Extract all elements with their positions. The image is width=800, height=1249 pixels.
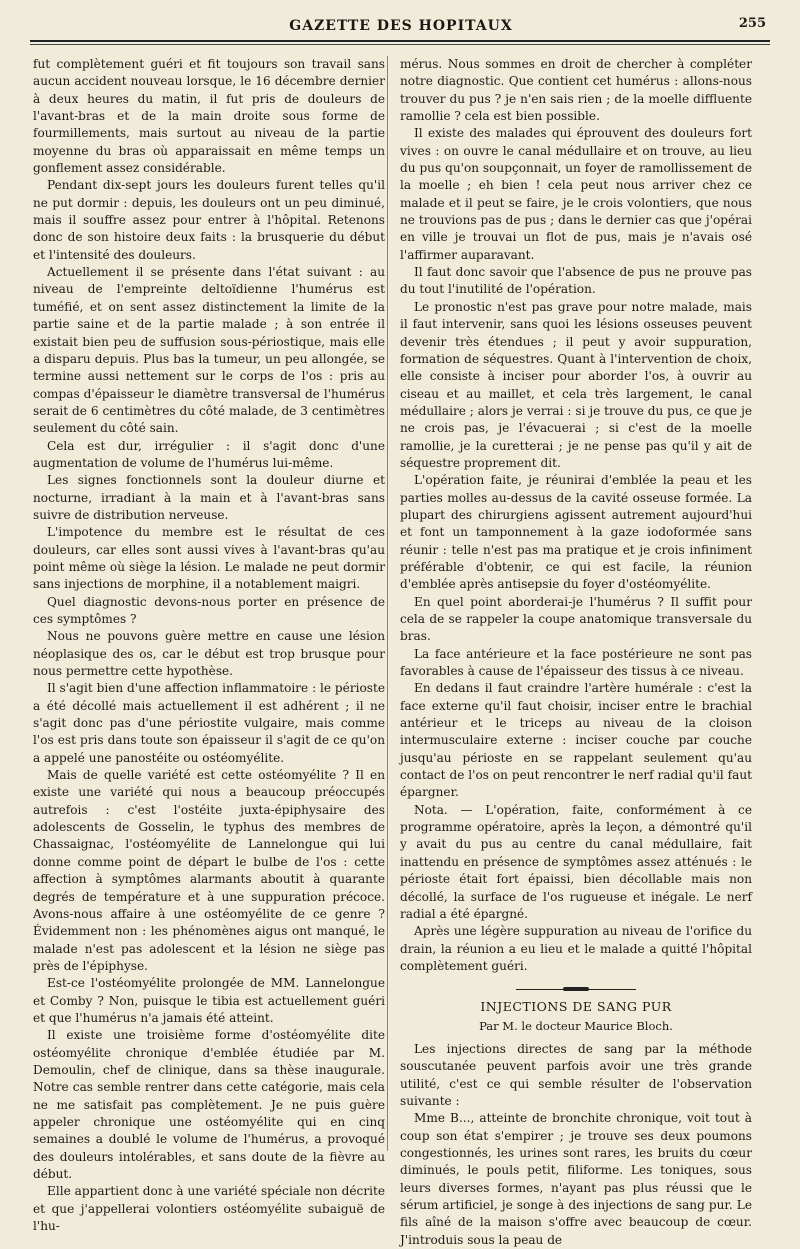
paragraph: L'opération faite, je réunirai d'emblée la peau et les parties molles au-dessus de la cavité osseuse formée. La plupart des chirurgiens agissent autrement aujourd'hui et font un tamponnement à la gaze iodoformée sans réunir : telle n'est pas ma pratique et je crois infiniment préférable d'obtenir, ce qui est facile, la réunion d'emblée après antisepsie du foyer d'ostéomyélite. — [400, 473, 752, 592]
right-column — [400, 56, 752, 1249]
paragraph: La face antérieure et la face postérieure ne sont pas favorables à cause de l'épaisseur des tissus à ce niveau. — [400, 646, 752, 679]
paragraph: Cela est dur, irrégulier : il s'agit donc d'une augmentation de volume de l'humérus lui-même. — [33, 438, 385, 470]
header-rule-thin — [30, 44, 770, 45]
article-author: Par M. le docteur Maurice Bloch. — [479, 1018, 673, 1033]
paragraph: Il existe des malades qui éprouvent des douleurs fort vives : on ouvre le canal médullaire et on trouve, au lieu du pus qu'on soupçonnait, un foyer de ramollissement de la moelle ; eh bien ! cela peut nous arriver chez ce malade et il peut se faire, je le crois volontiers, que nous ne trouvions pas de pus ; dans le dernier cas que j'opérai en ville je trouvai un flot de pus, mais je n'avais osé l'affirmer auparavant. — [400, 126, 752, 262]
paragraph: Nous ne pouvons guère mettre en cause une lésion néoplasique des os, car le début est trop brusque pour nous permettre cette hypothèse. — [33, 629, 385, 679]
paragraph: En dedans il faut craindre l'artère humérale : c'est la face externe qu'il faut choisir, inciser entre le brachial antérieur et le triceps au niveau de la cloison intermusculaire externe : inciser couche par couche jusqu'au périoste en se rappelant seulement qu'au contact de l'os on peut rencontrer le nerf radial qu'il faut épargner. — [400, 681, 752, 800]
paragraph: Est-ce l'ostéomyélite prolongée de MM. Lannelongue et Comby ? Non, puisque le tibia est actuellement guéri et que l'humérus n'a jamais été atteint. — [33, 976, 385, 1025]
left-column — [33, 56, 385, 1235]
paragraph: Le pronostic n'est pas grave pour notre malade, mais il faut intervenir, sans quoi les lésions osseuses peuvent devenir très étendues ; il peut y avoir suppuration, formation de séquestres. Quant à l'intervention de choix, elle consiste à inciser pour aborder l'os, à ouvrir au ciseau et au maillet, et cela très largement, le canal médullaire ; alors je verrai : si je trouve du pus, ce que je ne crois pas, je l'évacuerai ; si c'est de la moelle ramollie, je la curetterai ; je ne pense pas qu'il y ait de séquestre proprement dit. — [400, 299, 752, 470]
column-divider — [387, 56, 388, 1151]
paragraph: Quel diagnostic devons-nous porter en présence de ces symptômes ? — [33, 594, 385, 626]
paragraph: Les injections directes de sang par la méthode souscutanée peuvent parfois avoir une très grande utilité, c'est ce qui semble résulter de l'observation suivante : — [400, 1041, 752, 1108]
paragraph: Mais de quelle variété est cette ostéomyélite ? Il en existe une variété qui nous a beaucoup préoccupés autrefois : c'est l'ostéite juxta-épiphysaire des adolescents de Gosselin, le typhus des membres de Chassaignac, l'ostéomyélite de Lannelongue qui lui donne comme point de départ le bulbe de l'os : cette affection à symptômes alarmants aboutit à quarante degrés de température et à une suppuration précoce. Avons-nous affaire à une ostéomyélite de ce genre ? Évidemment non : les phénomènes aigus ont manqué, le malade n'est pas adolescent et la lésion ne siège pas près de l'épiphyse. — [33, 768, 385, 973]
page-header — [36, 12, 766, 38]
paragraph: fut complètement guéri et fit toujours son travail sans aucun accident nouveau lorsque, le 16 décembre dernier à deux heures du matin, il fut pris de douleurs de l'avant-bras et de la main droite sous forme de fourmillements, mais surtout au niveau de la partie moyenne du bras où apparaissait en même temps un gonflement assez considérable. — [33, 57, 385, 176]
paragraph: Mme B..., atteinte de bronchite chronique, voit tout à coup son état s'empirer ; je trouve ses deux poumons congestionnés, les urines sont rares, les bruits du cœur diminués, le pouls petit, filiforme. Les toniques, sous leurs diverses formes, n'ayant pas plus réussi que le sérum artificiel, je songe à des injections de sang pur. Le fils aîné de la maison s'offre avec beaucoup de cœur. J'introduis sous la peau de — [400, 1111, 752, 1247]
header-rule — [30, 40, 770, 42]
paragraph: Il faut donc savoir que l'absence de pus ne prouve pas du tout l'inutilité de l'opération. — [400, 265, 752, 297]
section-separator — [516, 989, 636, 990]
journal-title: GAZETTE DES HOPITAUX — [289, 18, 513, 34]
nota-paragraph: Nota. — L'opération, faite, conformément à ce programme opératoire, après la leçon, a démontré qu'il y avait du pus au centre du canal médullaire, fait inattendu en présence de symptômes assez atténués : le périoste était fort épaissi, bien décollable mais non décollé, la surface de l'os rugueuse et inégale. Le nerf radial a été épargné. — [400, 802, 752, 921]
paragraph: Les signes fonctionnels sont la douleur diurne et nocturne, irradiant à la main et à l'avant-bras sans suivre de distribution nerveuse. — [33, 473, 385, 522]
paragraph: Il existe une troisième forme d'ostéomyélite dite ostéomyélite chronique d'emblée étudiée par M. Demoulin, chef de clinique, dans sa thèse inaugurale. Notre cas semble rentrer dans cette catégorie, mais cela ne me satisfait pas complètement. Je ne puis guère appeler chronique une ostéomyélite qui en cinq semaines a doublé le volume de l'humérus, a provoqué des douleurs intolérables, et sans doute de la fièvre au début. — [33, 1028, 385, 1181]
paragraph: mérus. Nous sommes en droit de chercher à compléter notre diagnostic. Que contient cet humérus : allons-nous trouver du pus ? je n'en sais rien ; de la moelle diffluente ramollie ? cela est bien possible. — [400, 57, 752, 124]
page-number: 255 — [738, 16, 766, 31]
paragraph: Actuellement il se présente dans l'état suivant : au niveau de l'empreinte deltoïdienne l'humérus est tuméfié, et on sent assez distinctement la limite de la partie saine et de la partie malade ; à son entrée il existait bien peu de suffusion sous-périostique, mais elle a disparu depuis. Plus bas la tumeur, un peu allongée, se termine aussi nettement sur le corps de l'os : pris au compas d'épaisseur le diamètre transversal de l'humérus serait de 6 centimètres du côté malade, de 3 centimètres seulement du côté sain. — [33, 265, 385, 436]
article-title: INJECTIONS DE SANG PUR — [480, 999, 672, 1015]
paragraph: Après une légère suppuration au niveau de l'orifice du drain, la réunion a eu lieu et le malade a quitté l'hôpital complètement guéri. — [400, 924, 752, 973]
paragraph: Elle appartient donc à une variété spéciale non décrite et que j'appellerai volontiers ostéomyélite subaiguë de l'hu- — [33, 1184, 385, 1234]
paragraph: Il s'agit bien d'une affection inflammatoire : le périoste a été décollé mais actuellement il est adhérent ; il ne s'agit donc pas d'une périostite vulgaire, mais comme l'os est pris dans toute son épaisseur il s'agit de ce qu'on a appelé une panostéite ou ostéomyélite. — [33, 681, 385, 765]
paragraph: En quel point aborderai-je l'humérus ? Il suffit pour cela de se rappeler la coupe anatomique transversale du bras. — [400, 594, 752, 644]
paragraph: Pendant dix-sept jours les douleurs furent telles qu'il ne put dormir : depuis, les douleurs ont un peu diminué, mais il souffre assez pour entrer à l'hôpital. Retenons donc de son histoire deux faits : la brusquerie du début et l'intensité des douleurs. — [33, 178, 385, 262]
paragraph: L'impotence du membre est le résultat de ces douleurs, car elles sont aussi vives à l'avant-bras qu'au point même où siège la lésion. Le malade ne peut dormir sans injections de morphine, il a notablement maigri. — [33, 525, 385, 592]
